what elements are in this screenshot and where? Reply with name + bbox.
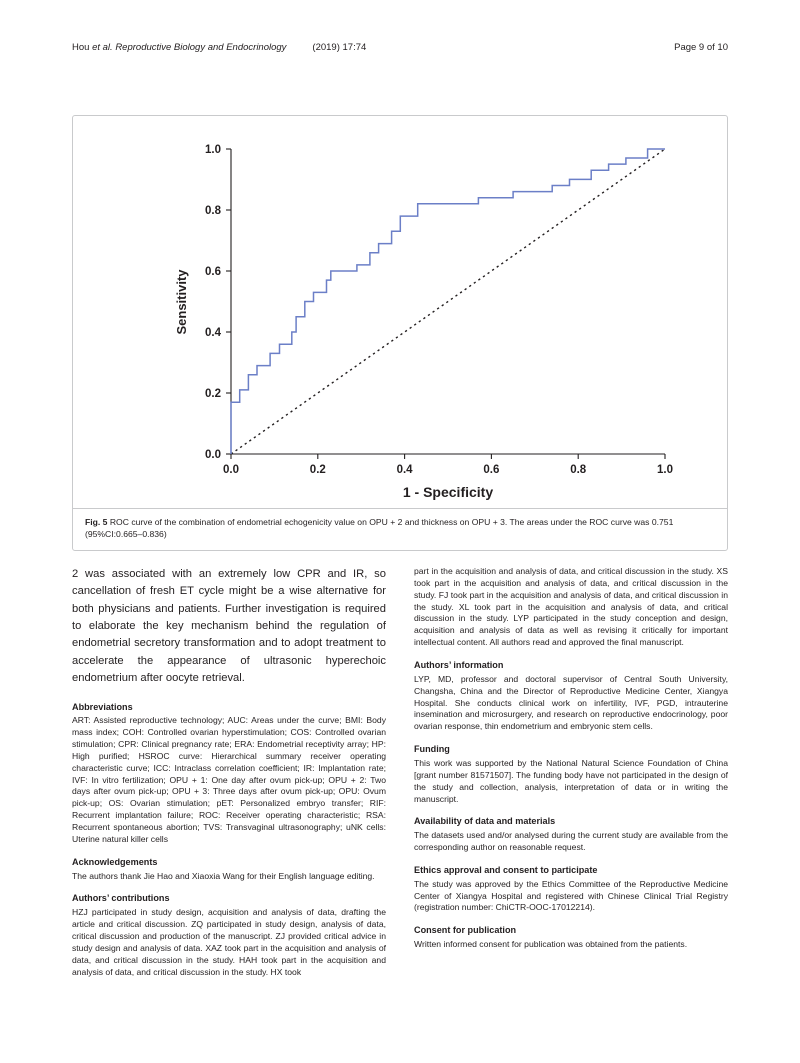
consent-heading: Consent for publication (414, 925, 517, 936)
running-head (72, 42, 728, 53)
x-ticks (231, 454, 665, 459)
running-head-author-name: Hou (72, 42, 93, 53)
authors-contributions-text: HZJ participated in study design, acquisition and analysis of data, drafting the article and critical discussion. ZQ participated in study design, analysis of data, critical discussion and production of the manuscript. ZJ provided critical advice in study design and analysis of data. XAZ took part in the acquisition and analysis of data, and critical discussion in the study. HAH took part in the acquisition and analysis of data, and critical discussion in the study. HX took (72, 907, 386, 977)
left-column (72, 566, 386, 985)
figure-caption-text: ROC curve of the combination of endometrial echogenicity value on OPU + 2 and thickness on OPU + 3. The areas under the ROC curve was 0.751 (95%CI:0.665–0.836) (85, 517, 674, 540)
funding-text: This work was supported by the National Natural Science Foundation of China [grant number 81571507]. The funding body have not participated in the design of the study and collection, analysis, interpretation of data or in writing the manuscript. (414, 757, 728, 804)
figure-5 (72, 115, 728, 551)
availability-heading: Availability of data and materials (414, 816, 556, 827)
discussion-paragraph: 2 was associated with an extremely low CPR and IR, so cancellation of fresh ET cycle might be a wise alternative for both physicians and patients. Further investigation is required to elaborate the key mechanism behind the regulation of endometrial secretory transformation and to adopt treatment to accelerate the appearance of ultrasonic hyperechoic endometrium after oocyte retrieval. (72, 568, 386, 685)
authors-information-text: LYP, MD, professor and doctoral supervisor of Central South University, Changsha, China and the Director of Reproductive Medicine Center, Xiangya Hospital. She conducts clinical work on infertility, IVF, PGD, intrauterine insemination and microsurgery, and research on reproductive endocrinology, poor ovarian response, thin endometrium and embryonic stem cells. (414, 673, 728, 732)
right-column (414, 566, 728, 958)
svg-text:1.0: 1.0 (657, 464, 673, 476)
acknowledgements-heading: Acknowledgements (72, 856, 158, 867)
roc-plot (73, 116, 729, 508)
authors-information-heading: Authors’ information (414, 660, 504, 671)
consent-text: Written informed consent for publication was obtained from the patients. (414, 939, 688, 950)
abbreviations-text: ART: Assisted reproductive technology; AUC: Areas under the curve; BMI: Body mass index; COH: Controlled ovarian hyperstimulation; COS: Controlled ovarian stimulation; CPR: Clinical pregnancy rate; ERA: Endometrial receptivity array; HP: High purified; HSROC curve: Hierarchical summary receiver operating characteristic curve; ICC: Intraclass correlation coefficient; IR: Implantation rate; IVF: In vitro fertilization; OPU + 1: One day after ovum pick-up; OPU + 2: Two days after ovum pick-up; OPU + 3: Three days after ovum pick-up; OPU: Ovum pick-up; OS: Ovarian stimulation; pET: Personalized embryo transfer; RIF: Recurrent implantation failure; ROC: Receiver operating characteristic; RSA: Recurrent spontaneous abortion; TVS: Transvaginal ultrasonography; uNK cells: Uterine natural killer cells (72, 715, 386, 844)
svg-text:0.4: 0.4 (396, 464, 413, 476)
y-tick-labels (205, 144, 222, 461)
svg-text:0.0: 0.0 (205, 449, 221, 461)
figure-caption-label: Fig. 5 (85, 517, 108, 527)
svg-text:1.0: 1.0 (205, 144, 221, 156)
svg-text:0.6: 0.6 (205, 266, 221, 278)
acknowledgements-text: The authors thank Jie Hao and Xiaoxia Wang for their English language editing. (72, 870, 375, 881)
running-head-page: Page 9 of 10 (674, 42, 728, 53)
svg-text:0.2: 0.2 (205, 388, 221, 400)
svg-text:0.0: 0.0 (223, 464, 239, 476)
running-head-journal: et al. Reproductive Biology and Endocrinology (92, 42, 287, 53)
running-head-citation: (2019) 17:74 (312, 42, 367, 53)
reference-line (231, 149, 665, 454)
availability-text: The datasets used and/or analysed during the current study are available from the corresponding author on reasonable request. (414, 830, 728, 853)
svg-text:0.8: 0.8 (570, 464, 587, 476)
y-axis-label: Sensitivity (174, 269, 189, 335)
svg-text:0.6: 0.6 (483, 464, 500, 476)
funding-heading: Funding (414, 744, 450, 755)
abbreviations-heading: Abbreviations (72, 701, 133, 712)
figure-caption (73, 508, 727, 550)
authors-contributions-heading: Authors’ contributions (72, 893, 170, 904)
svg-text:0.4: 0.4 (205, 327, 221, 339)
svg-text:0.2: 0.2 (309, 464, 326, 476)
svg-text:0.8: 0.8 (205, 205, 221, 217)
x-axis-label: 1 - Specificity (402, 484, 494, 500)
roc-chart-svg (73, 116, 729, 508)
running-head-authors (72, 42, 286, 53)
ethics-heading: Ethics approval and consent to participate (414, 864, 598, 875)
ethics-text: The study was approved by the Ethics Committee of the Reproductive Medicine Center of Xiangya Hospital and registered with Chinese Clinical Trial Registry (registration number: ChiCTR-OOC-17012214). (414, 878, 728, 913)
x-tick-labels (223, 464, 673, 476)
authors-contributions-continued: part in the acquisition and analysis of data, and critical discussion in the study. XS took part in the acquisition and analysis of data, and critical discussion in the study. FJ took part in the acquisition and analysis of data, and critical discussion in the study. XL took part in the acquisition and analysis of data, and critical discussion in the study. LYP participated in the study conception and design, acquisition and analysis of data as well as revising it critically for important intellectual content. All authors read and approved the final manuscript. (414, 566, 728, 648)
